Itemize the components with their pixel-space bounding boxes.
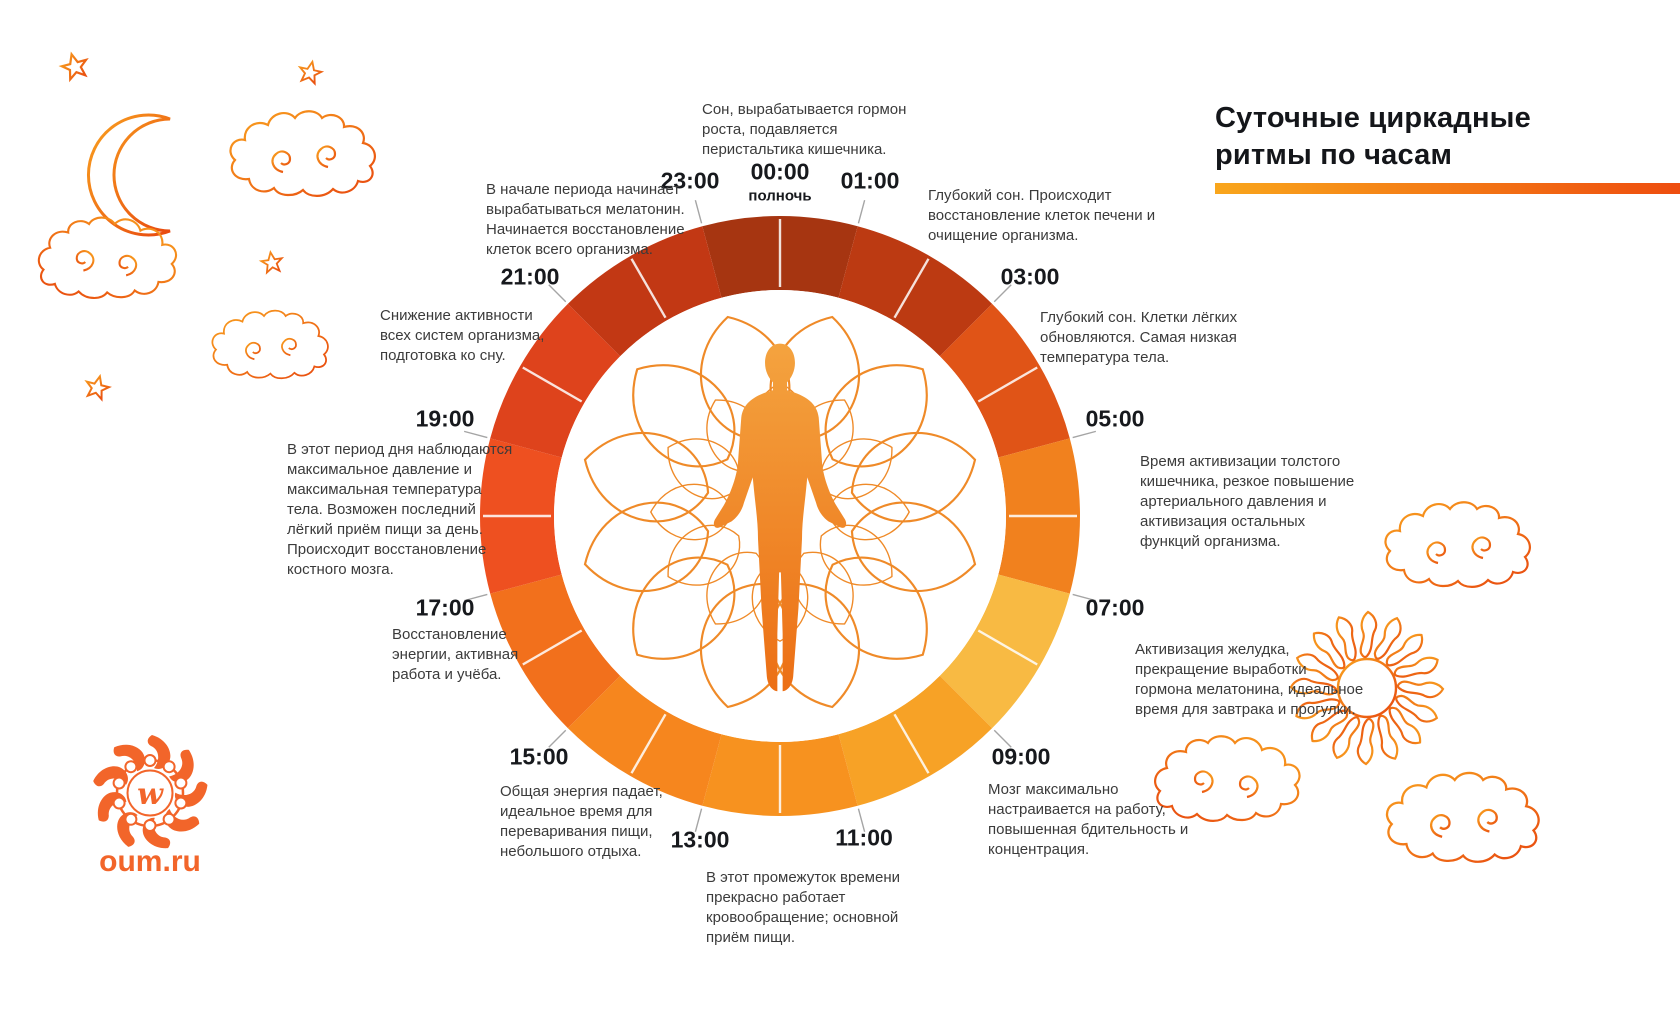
star-icon — [260, 251, 283, 273]
desc-midnight: Сон, вырабатывается гормон роста, подавляется перистальтика кишечника. — [702, 101, 907, 158]
time-label-09: 09:00 — [991, 743, 1051, 770]
svg-text:w: w — [137, 777, 163, 812]
time-label-07: 07:00 — [1085, 594, 1145, 621]
brand-site-name: oum.ru — [99, 845, 201, 878]
star-icon — [297, 60, 322, 85]
time-label-19: 19:00 — [415, 405, 475, 432]
time-label-17: 17:00 — [415, 594, 475, 621]
time-label-01: 01:00 — [840, 167, 900, 194]
desc-07: Активизация желудка, прекращение выработки гормона мелатонина, идеальное время для завтрака и прогулки. — [1135, 641, 1364, 718]
cloud-icon — [212, 311, 328, 379]
cloud-icon — [39, 218, 176, 298]
desc-01: Глубокий сон. Происходит восстановление клеток печени и очищение организма. — [928, 187, 1156, 244]
desc-03: Глубокий сон. Клетки лёгких обновляются. Самая низкая температура тела. — [1040, 309, 1238, 366]
label-connector-line — [858, 200, 864, 223]
brand-emblem-icon — [90, 735, 211, 854]
desc-15: Восстановление энергии, активная работа и учёба. — [392, 626, 519, 683]
time-label-00: 00:00 — [750, 158, 810, 185]
desc-09: Мозг максимально настраивается на работу, повышенная бдительность и концентрация. — [988, 781, 1189, 858]
time-label-13: 13:00 — [670, 826, 730, 853]
desc-13: Общая энергия падает, идеальное время для переваривания пищи, небольшого отдыха. — [500, 783, 663, 860]
cloud-icon — [1387, 773, 1539, 862]
star-icon — [59, 51, 89, 81]
title-underline-bar — [1215, 183, 1680, 194]
desc-05: Время активизации толстого кишечника, резкое повышение артериального давления и активизация остальных функций организма. — [1140, 453, 1355, 550]
star-icon — [84, 374, 111, 401]
desc-19: Снижение активности всех систем организма, подготовка ко сну. — [380, 307, 545, 364]
desc-17: В этот период дня наблюдаются максимальное давление и максимальная температура тела. Возможен последний лёгкий приём пищи за день. Происходит восстановление костного мозга. — [287, 441, 513, 578]
time-label-21: 21:00 — [500, 263, 560, 290]
page-title: Суточные циркадные ритмы по часам — [1215, 102, 1531, 171]
time-label-11: 11:00 — [835, 824, 893, 851]
time-label-05: 05:00 — [1085, 405, 1145, 432]
cloud-icon — [1385, 502, 1529, 587]
midnight-caption: полночь — [748, 187, 812, 205]
cloud-icon — [230, 111, 374, 196]
time-label-23: 23:00 — [660, 167, 720, 194]
desc-11: В этот промежуток времени прекрасно работает кровообращение; основной приём пищи. — [706, 869, 900, 946]
desc-21: В начале периода начинает вырабатываться мелатонин. Начинается восстановление клеток всего организма. — [486, 181, 685, 258]
time-label-03: 03:00 — [1000, 263, 1060, 290]
time-label-15: 15:00 — [509, 743, 569, 770]
label-connector-line — [695, 200, 701, 223]
